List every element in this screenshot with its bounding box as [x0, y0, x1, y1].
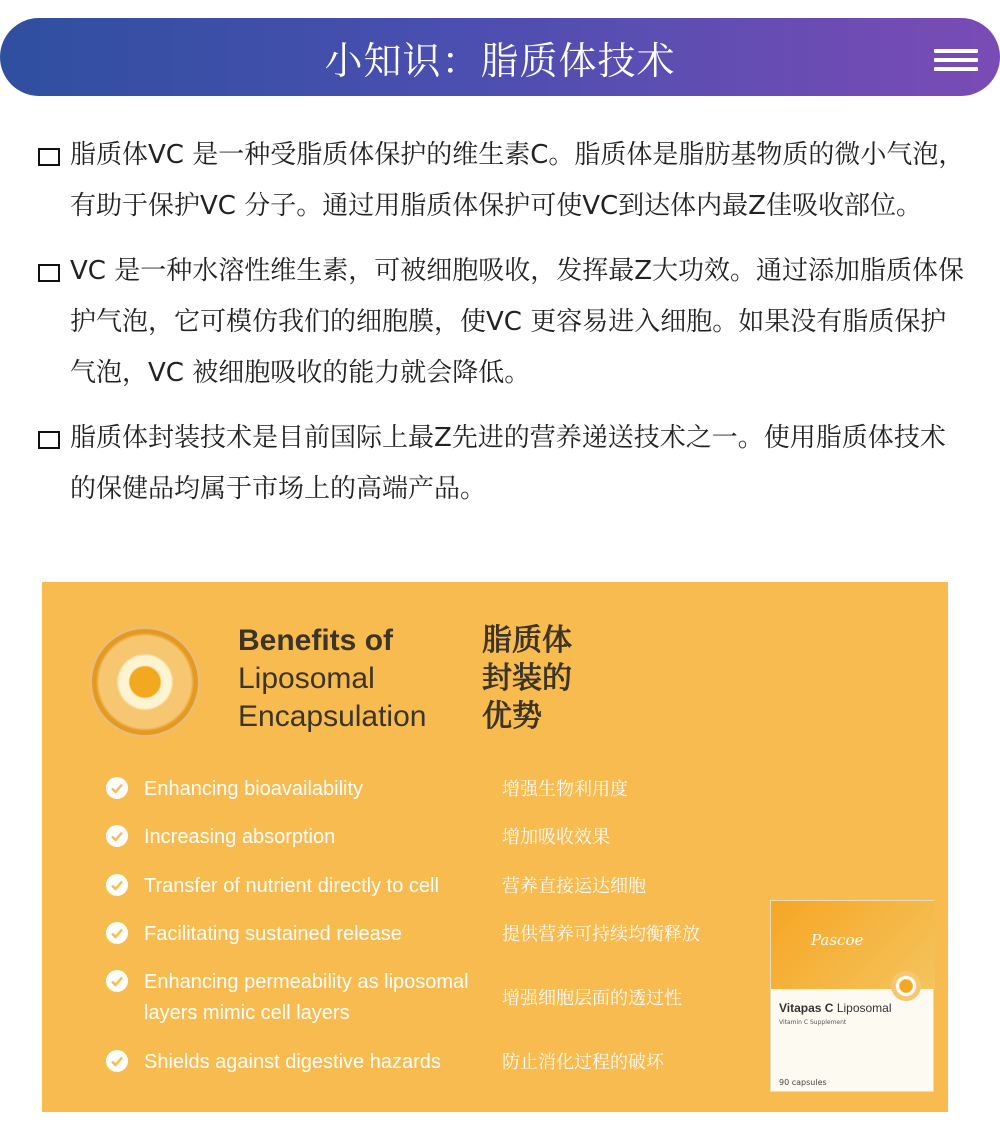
menu-icon[interactable]: [934, 49, 978, 71]
check-icon: [106, 777, 128, 799]
product-name: [779, 1001, 892, 1015]
benefits-title-line: Liposomal: [238, 662, 375, 695]
benefit-cn: 营养直接运达细胞: [502, 876, 646, 897]
benefit-en: Increasing absorption: [144, 826, 336, 848]
check-icon: [106, 922, 128, 944]
header-banner: [0, 18, 1000, 96]
product-name-rest: Liposomal: [836, 1001, 892, 1015]
bullet-text: 脂质体VC 是一种受脂质体保护的维生素C。脂质体是脂肪基物质的微小气泡，有助于保护VC 分子。通过用脂质体保护可使VC到达体内最Z佳吸收部位。: [70, 140, 965, 221]
benefit-en: Facilitating sustained release: [144, 923, 402, 945]
list-item: [38, 246, 968, 399]
benefit-row: [106, 967, 682, 1029]
benefit-row: [106, 919, 700, 950]
product-logo-icon: [891, 971, 921, 1001]
checkbox-icon: [38, 431, 60, 449]
benefit-en: Shields against digestive hazards: [144, 1051, 441, 1073]
benefit-en: Transfer of nutrient directly to cell: [144, 875, 439, 897]
benefit-cn: 防止消化过程的破坏: [502, 1052, 664, 1073]
benefit-cn: 增强生物利用度: [502, 779, 628, 800]
benefit-row: [106, 871, 646, 902]
info-bullet-list: [38, 130, 968, 529]
benefits-panel: [42, 582, 948, 1112]
benefit-cn: 增加吸收效果: [502, 827, 610, 848]
benefits-title-line: Encapsulation: [238, 700, 427, 733]
product-subtitle: Vitamin C Supplement: [779, 1019, 847, 1026]
checkbox-icon: [38, 264, 60, 282]
liposome-sphere-icon: [89, 626, 201, 738]
bullet-text: VC 是一种水溶性维生素，可被细胞吸收，发挥最Z大功效。通过添加脂质体保护气泡，它可模仿我们的细胞膜，使VC 更容易进入细胞。如果没有脂质保护气泡，VC 被细胞吸收的能力就会降低。: [70, 256, 965, 388]
benefits-title-line: Benefits of: [238, 624, 394, 657]
benefits-title-cn-line: 优势: [482, 699, 542, 734]
check-icon: [106, 1050, 128, 1072]
check-icon: [106, 825, 128, 847]
bullet-text: 脂质体封装技术是目前国际上最Z先进的营养递送技术之一。使用脂质体技术的保健品均属于市场上的高端产品。: [70, 423, 946, 504]
check-icon: [106, 970, 128, 992]
benefits-title-cn: [482, 622, 572, 736]
page-title: 小知识：脂质体技术: [324, 38, 676, 83]
benefit-cn: 提供营养可持续均衡释放: [502, 924, 700, 945]
product-box-image: [770, 900, 934, 1092]
benefit-cn: 增强细胞层面的透过性: [502, 988, 682, 1009]
benefit-row: [106, 774, 628, 805]
benefit-row: [106, 822, 610, 853]
product-count: 90 capsules: [779, 1078, 827, 1087]
benefits-title-cn-line: 封装的: [482, 661, 572, 696]
product-name-bold: Vitapas C: [779, 1001, 834, 1015]
benefits-title: [238, 622, 426, 736]
list-item: [38, 413, 968, 515]
benefit-en: Enhancing permeability as liposomal layers mimic cell layers: [144, 971, 469, 1024]
benefit-en: Enhancing bioavailability: [144, 778, 364, 800]
benefit-row: [106, 1047, 664, 1078]
product-brand: Pascoe: [811, 931, 864, 949]
check-icon: [106, 874, 128, 896]
list-item: [38, 130, 968, 232]
benefits-title-cn-line: 脂质体: [482, 623, 572, 658]
checkbox-icon: [38, 148, 60, 166]
